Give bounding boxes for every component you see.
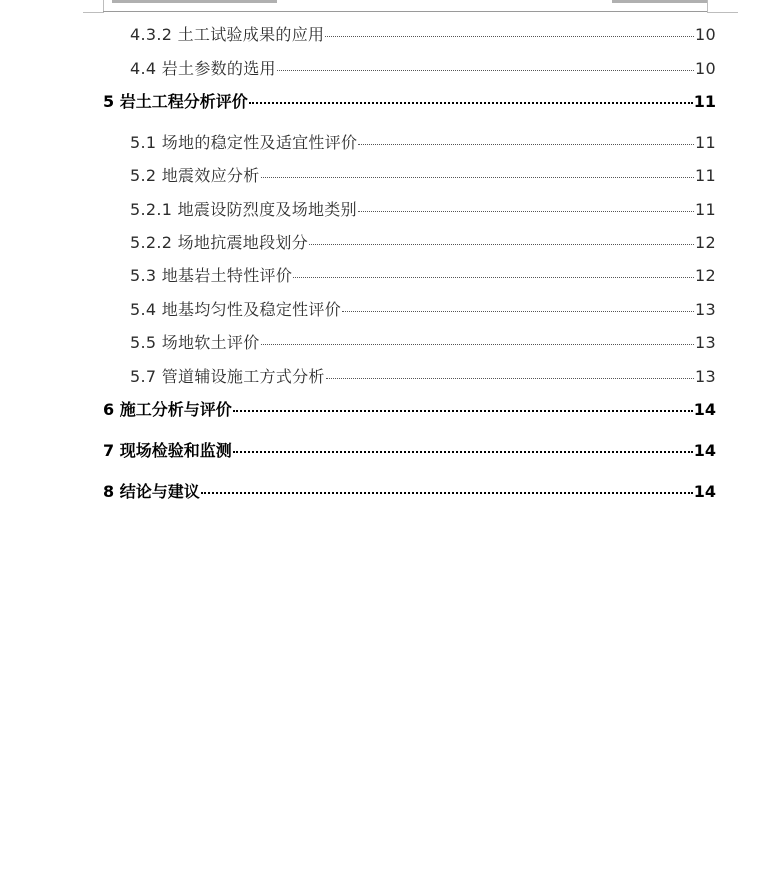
toc-entry-4-4[interactable]	[130, 56, 716, 79]
toc-page-number: 11	[695, 133, 716, 152]
toc-dot-leader	[261, 177, 694, 178]
toc-page-number: 12	[695, 266, 716, 285]
toc-dot-leader	[201, 492, 693, 494]
toc-dot-leader	[233, 410, 693, 412]
toc-entry-8[interactable]	[103, 479, 716, 502]
toc-entry-5-4[interactable]	[130, 297, 716, 320]
toc-entry-5-2-2[interactable]	[130, 230, 716, 253]
toc-entry-label: 5.7 管道辅设施工方式分析	[130, 367, 325, 386]
toc-entry-5[interactable]	[103, 89, 716, 112]
toc-entry-label: 5.2 地震效应分析	[130, 166, 260, 185]
toc-dot-leader	[342, 311, 694, 312]
page-corner-mark-right	[707, 0, 738, 13]
toc-entry-label: 5.2.2 场地抗震地段划分	[130, 233, 308, 252]
toc-dot-leader	[325, 36, 694, 37]
toc-entry-5-1[interactable]	[130, 130, 716, 153]
header-text-fragment-right	[612, 0, 707, 3]
toc-page-number: 13	[695, 367, 716, 386]
toc-page-number: 11	[695, 200, 716, 219]
header-text-fragment-left	[112, 0, 277, 3]
toc-entry-label: 5.5 场地软土评价	[130, 333, 260, 352]
toc-page-number: 10	[695, 59, 716, 78]
toc-entry-label: 4.3.2 土工试验成果的应用	[130, 25, 325, 44]
toc-page-number: 11	[695, 166, 716, 185]
toc-dot-leader	[326, 378, 694, 379]
toc-entry-label: 7 现场检验和监测	[103, 441, 232, 460]
toc-entry-6[interactable]	[103, 397, 716, 420]
toc-entry-label: 6 施工分析与评价	[103, 400, 232, 419]
toc-entry-label: 5.4 地基均匀性及稳定性评价	[130, 300, 342, 319]
toc-dot-leader	[293, 277, 694, 278]
toc-entry-label: 5.2.1 地震设防烈度及场地类别	[130, 200, 357, 219]
toc-entry-7[interactable]	[103, 438, 716, 461]
toc-entry-5-2[interactable]	[130, 163, 716, 186]
toc-page-number: 11	[693, 92, 716, 111]
toc-page-number: 13	[695, 333, 716, 352]
toc-dot-leader	[233, 451, 693, 453]
toc-entry-label: 5 岩土工程分析评价	[103, 92, 248, 111]
toc-page-number: 10	[695, 25, 716, 44]
toc-dot-leader	[358, 211, 694, 212]
toc-dot-leader	[261, 344, 694, 345]
toc-dot-leader	[277, 70, 694, 71]
toc-dot-leader	[249, 102, 693, 104]
toc-entry-5-7[interactable]	[130, 364, 716, 387]
toc-entry-5-5[interactable]	[130, 330, 716, 353]
toc-entry-5-2-1[interactable]	[130, 197, 716, 220]
toc-page-number: 14	[693, 482, 716, 501]
toc-entry-label: 5.3 地基岩土特性评价	[130, 266, 293, 285]
toc-dot-leader	[358, 144, 694, 145]
toc-entry-label: 5.1 场地的稳定性及适宜性评价	[130, 133, 358, 152]
toc-dot-leader	[309, 244, 694, 245]
toc-page-number: 14	[693, 441, 716, 460]
toc-page-number: 14	[693, 400, 716, 419]
toc-entry-4-3-2[interactable]	[130, 22, 716, 45]
toc-entry-label: 4.4 岩土参数的选用	[130, 59, 276, 78]
toc-entry-label: 8 结论与建议	[103, 482, 200, 501]
toc-entry-5-3[interactable]	[130, 263, 716, 286]
page-corner-mark-left	[83, 0, 104, 13]
header-rule	[103, 11, 707, 12]
toc-page-number: 12	[695, 233, 716, 252]
toc-page-number: 13	[695, 300, 716, 319]
